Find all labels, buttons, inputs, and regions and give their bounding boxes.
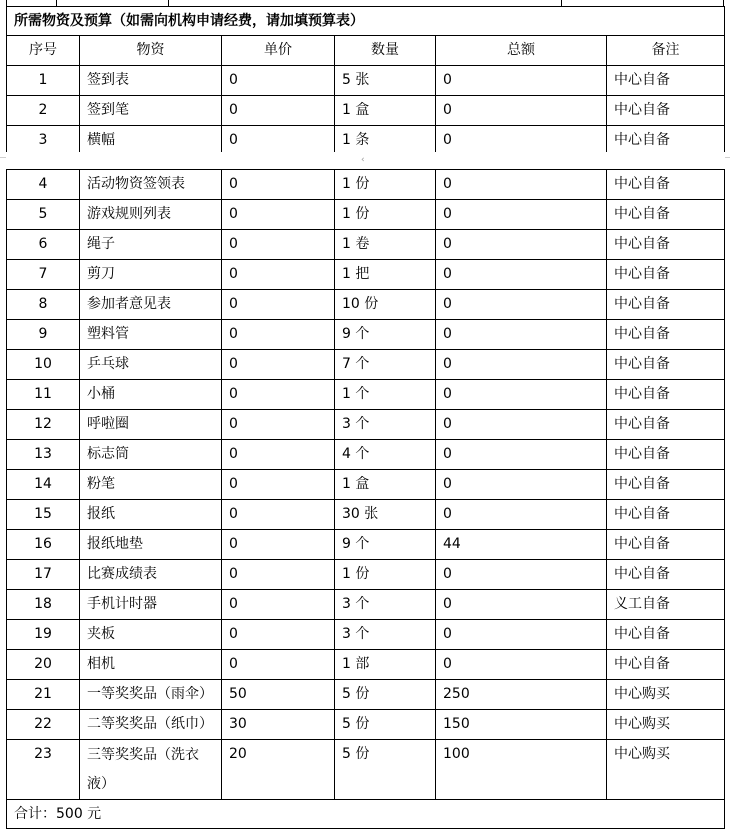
row-item-cell: 签到表 (80, 66, 222, 96)
row-item-cell: 绳子 (80, 230, 222, 260)
row-no-cell: 18 (7, 590, 80, 620)
row-price-cell: 0 (222, 470, 335, 500)
row-price-cell: 0 (222, 230, 335, 260)
row-item-cell: 报纸 (80, 500, 222, 530)
row-item-cell: 标志筒 (80, 440, 222, 470)
table-row (7, 680, 725, 710)
row-no-cell: 17 (7, 560, 80, 590)
row-no-cell: 6 (7, 230, 80, 260)
row-note-cell: 中心自备 (607, 440, 725, 470)
row-note-cell: 中心自备 (607, 230, 725, 260)
header-qty: 数量 (335, 36, 436, 66)
row-price-cell: 0 (222, 380, 335, 410)
row-qty-cell: 9 个 (335, 320, 436, 350)
row-note-cell: 中心自备 (607, 126, 725, 156)
row-qty-cell: 1 盒 (335, 470, 436, 500)
row-total-cell: 0 (436, 290, 607, 320)
row-total-cell: 44 (436, 530, 607, 560)
page-edge-line (725, 157, 730, 158)
row-item-cell: 粉笔 (80, 470, 222, 500)
row-note-cell: 中心自备 (607, 290, 725, 320)
row-price-cell: 0 (222, 350, 335, 380)
row-no-cell: 10 (7, 350, 80, 380)
row-item-cell: 参加者意见表 (80, 290, 222, 320)
row-no-cell: 4 (7, 170, 80, 200)
row-no-cell: 8 (7, 290, 80, 320)
row-no-cell: 1 (7, 66, 80, 96)
row-qty-cell: 1 个 (335, 380, 436, 410)
table-row (7, 590, 725, 620)
row-note-cell: 中心自备 (607, 470, 725, 500)
row-no-cell: 14 (7, 470, 80, 500)
row-no-cell: 5 (7, 200, 80, 230)
page-break-icon: ‹ (361, 155, 365, 165)
table-row (7, 650, 725, 680)
row-total-cell: 0 (436, 410, 607, 440)
row-price-cell: 0 (222, 320, 335, 350)
table-header-row (7, 36, 725, 66)
row-price-cell: 20 (222, 740, 335, 800)
row-total-cell: 0 (436, 320, 607, 350)
row-note-cell: 中心自备 (607, 380, 725, 410)
row-total-cell: 0 (436, 126, 607, 156)
header-price: 单价 (222, 36, 335, 66)
row-note-cell: 中心自备 (607, 560, 725, 590)
table-footer-row (7, 800, 725, 829)
row-no-cell: 9 (7, 320, 80, 350)
table-row (7, 66, 725, 96)
row-item-cell: 二等奖奖品（纸巾） (80, 710, 222, 740)
row-qty-cell: 5 份 (335, 680, 436, 710)
header-total: 总额 (436, 36, 607, 66)
row-price-cell: 0 (222, 410, 335, 440)
row-price-cell: 0 (222, 560, 335, 590)
row-price-cell: 0 (222, 170, 335, 200)
row-note-cell: 中心自备 (607, 530, 725, 560)
row-item-cell: 夹板 (80, 620, 222, 650)
row-item-cell: 游戏规则列表 (80, 200, 222, 230)
row-total-cell: 0 (436, 350, 607, 380)
row-qty-cell: 9 个 (335, 530, 436, 560)
row-qty-cell: 4 个 (335, 440, 436, 470)
row-item-cell: 比赛成绩表 (80, 560, 222, 590)
row-no-cell: 22 (7, 710, 80, 740)
row-total-cell: 100 (436, 740, 607, 800)
table-row (7, 500, 725, 530)
table-row (7, 710, 725, 740)
table-row (7, 410, 725, 440)
row-total-cell: 0 (436, 96, 607, 126)
row-no-cell: 11 (7, 380, 80, 410)
row-no-cell: 15 (7, 500, 80, 530)
row-price-cell: 0 (222, 650, 335, 680)
row-qty-cell: 1 份 (335, 170, 436, 200)
row-qty-cell: 1 卷 (335, 230, 436, 260)
table-row (7, 126, 725, 156)
row-note-cell: 义工自备 (607, 590, 725, 620)
row-qty-cell: 7 个 (335, 350, 436, 380)
row-total-cell: 0 (436, 590, 607, 620)
row-total-cell: 0 (436, 440, 607, 470)
row-price-cell: 0 (222, 200, 335, 230)
row-price-cell: 30 (222, 710, 335, 740)
row-price-cell: 0 (222, 530, 335, 560)
row-item-cell: 一等奖奖品（雨伞） (80, 680, 222, 710)
row-qty-cell: 3 个 (335, 590, 436, 620)
row-qty-cell: 5 份 (335, 710, 436, 740)
table-row (7, 440, 725, 470)
row-qty-cell: 1 盒 (335, 96, 436, 126)
row-note-cell: 中心自备 (607, 200, 725, 230)
row-note-cell: 中心自备 (607, 260, 725, 290)
table-row (7, 530, 725, 560)
row-note-cell: 中心自备 (607, 96, 725, 126)
row-no-cell: 21 (7, 680, 80, 710)
header-no: 序号 (7, 36, 80, 66)
row-total-cell: 0 (436, 170, 607, 200)
row-no-cell: 19 (7, 620, 80, 650)
total-summary: 合计：500 元 (7, 800, 725, 829)
table-row (7, 290, 725, 320)
row-note-cell: 中心自备 (607, 350, 725, 380)
header-note: 备注 (607, 36, 725, 66)
row-total-cell: 0 (436, 560, 607, 590)
row-price-cell: 0 (222, 440, 335, 470)
row-note-cell: 中心自备 (607, 66, 725, 96)
header-item: 物资 (80, 36, 222, 66)
row-total-cell: 0 (436, 620, 607, 650)
table-row (7, 96, 725, 126)
row-price-cell: 0 (222, 500, 335, 530)
row-note-cell: 中心购买 (607, 680, 725, 710)
row-qty-cell: 3 个 (335, 410, 436, 440)
row-total-cell: 250 (436, 680, 607, 710)
row-qty-cell: 1 条 (335, 126, 436, 156)
row-price-cell: 0 (222, 260, 335, 290)
table-row (7, 350, 725, 380)
row-item-cell: 乒乓球 (80, 350, 222, 380)
row-item-cell: 报纸地垫 (80, 530, 222, 560)
row-no-cell: 16 (7, 530, 80, 560)
row-item-cell: 相机 (80, 650, 222, 680)
row-item-cell: 活动物资签领表 (80, 170, 222, 200)
row-price-cell: 0 (222, 620, 335, 650)
row-qty-cell: 1 份 (335, 200, 436, 230)
row-no-cell: 7 (7, 260, 80, 290)
row-price-cell: 0 (222, 126, 335, 156)
row-price-cell: 0 (222, 590, 335, 620)
row-no-cell: 12 (7, 410, 80, 440)
page-break-gap (0, 152, 730, 169)
row-total-cell: 0 (436, 260, 607, 290)
table-row (7, 170, 725, 200)
row-no-cell: 13 (7, 440, 80, 470)
row-note-cell: 中心购买 (607, 740, 725, 800)
row-item-cell: 塑料管 (80, 320, 222, 350)
table-title: 所需物资及预算（如需向机构申请经费，请加填预算表） (7, 7, 725, 36)
row-item-cell: 签到笔 (80, 96, 222, 126)
row-item-cell: 横幅 (80, 126, 222, 156)
table-row (7, 620, 725, 650)
row-no-cell: 23 (7, 740, 80, 800)
budget-table-part-1 (6, 6, 725, 156)
row-qty-cell: 5 份 (335, 740, 436, 800)
row-note-cell: 中心自备 (607, 500, 725, 530)
table-row (7, 740, 725, 800)
row-price-cell: 50 (222, 680, 335, 710)
table-row (7, 560, 725, 590)
row-qty-cell: 1 份 (335, 560, 436, 590)
row-total-cell: 150 (436, 710, 607, 740)
row-total-cell: 0 (436, 230, 607, 260)
row-qty-cell: 1 把 (335, 260, 436, 290)
row-note-cell: 中心自备 (607, 170, 725, 200)
row-price-cell: 0 (222, 290, 335, 320)
row-item-cell: 三等奖奖品（洗衣液） (80, 740, 222, 800)
page-edge-line (0, 157, 6, 158)
row-total-cell: 0 (436, 650, 607, 680)
budget-table-part-2 (6, 169, 725, 829)
row-total-cell: 0 (436, 200, 607, 230)
row-item-cell: 小桶 (80, 380, 222, 410)
row-price-cell: 0 (222, 96, 335, 126)
row-total-cell: 0 (436, 470, 607, 500)
table-row (7, 200, 725, 230)
row-qty-cell: 30 张 (335, 500, 436, 530)
row-note-cell: 中心购买 (607, 710, 725, 740)
row-total-cell: 0 (436, 380, 607, 410)
row-total-cell: 0 (436, 66, 607, 96)
row-qty-cell: 3 个 (335, 620, 436, 650)
row-item-cell: 手机计时器 (80, 590, 222, 620)
row-no-cell: 20 (7, 650, 80, 680)
row-note-cell: 中心自备 (607, 650, 725, 680)
row-qty-cell: 5 张 (335, 66, 436, 96)
row-qty-cell: 10 份 (335, 290, 436, 320)
table-row (7, 380, 725, 410)
row-note-cell: 中心自备 (607, 620, 725, 650)
row-price-cell: 0 (222, 66, 335, 96)
row-item-cell: 呼啦圈 (80, 410, 222, 440)
row-note-cell: 中心自备 (607, 410, 725, 440)
row-item-cell: 剪刀 (80, 260, 222, 290)
table-row (7, 230, 725, 260)
table-row (7, 260, 725, 290)
row-note-cell: 中心自备 (607, 320, 725, 350)
row-no-cell: 2 (7, 96, 80, 126)
table-row (7, 470, 725, 500)
row-total-cell: 0 (436, 500, 607, 530)
row-qty-cell: 1 部 (335, 650, 436, 680)
row-no-cell: 3 (7, 126, 80, 156)
table-row (7, 320, 725, 350)
